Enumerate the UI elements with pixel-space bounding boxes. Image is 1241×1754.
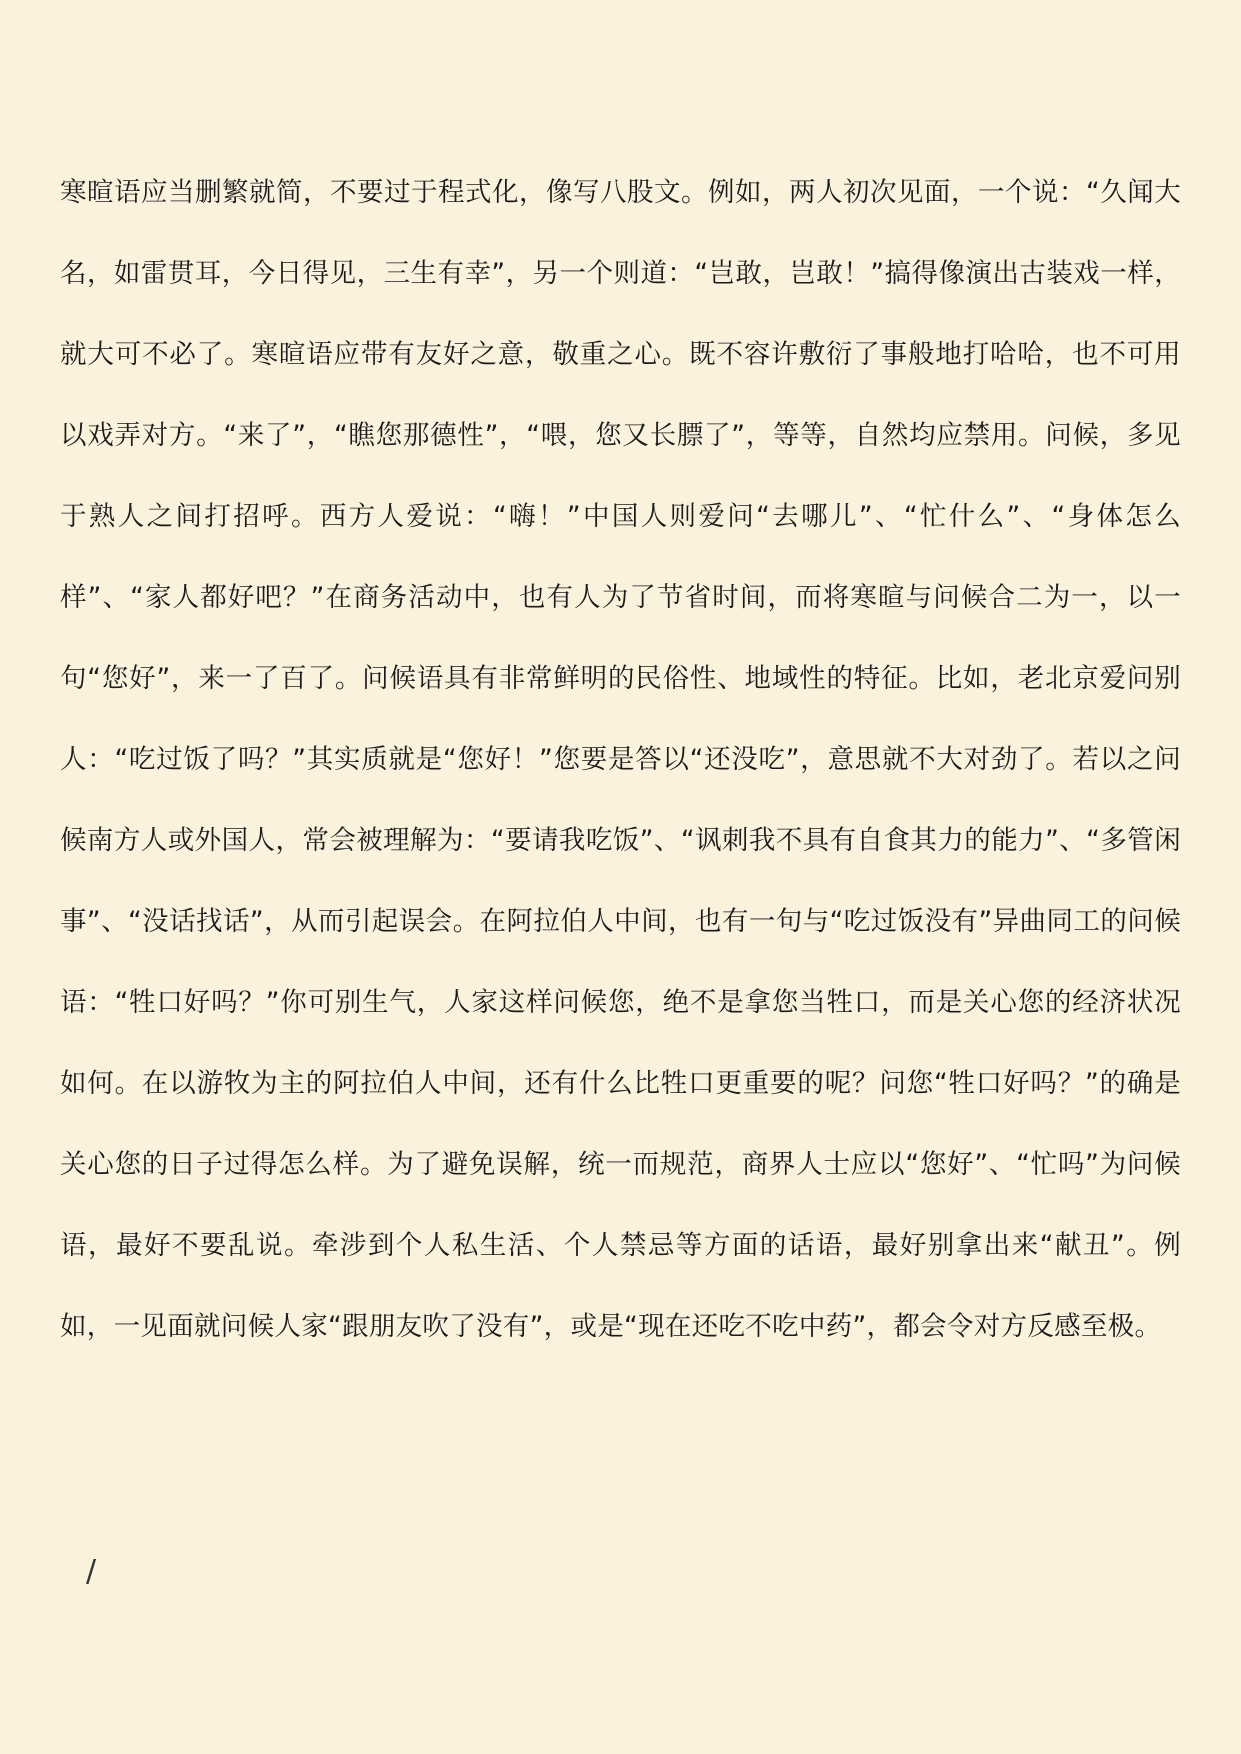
footer-slash-mark: / bbox=[86, 1554, 97, 1589]
body-paragraph: 寒暄语应当删繁就简，不要过于程式化，像写八股文。例如，两人初次见面，一个说：“久闻大名，如雷贯耳，今日得见，三生有幸”，另一个则道：“岂敢，岂敢！”搞得像演出古装戏一样，就大可不必了。寒暄语应带有友好之意，敬重之心。既不容许敷衍了事般地打哈哈，也不可用以戏弄对方。“来了”，“瞧您那德性”，“喂，您又长膘了”，等等，自然均应禁用。问候，多见于熟人之间打招呼。西方人爱说：“嗨！”中国人则爱问“去哪儿”、“忙什么”、“身体怎么样”、“家人都好吧？”在商务活动中，也有人为了节省时间，而将寒暄与问候合二为一，以一句“您好”，来一了百了。问候语具有非常鲜明的民俗性、地域性的特征。比如，老北京爱问别人：“吃过饭了吗？”其实质就是“您好！”您要是答以“还没吃”，意思就不大对劲了。若以之问候南方人或外国人，常会被理解为：“要请我吃饭”、“讽刺我不具有自食其力的能力”、“多管闲事”、“没话找话”，从而引起误会。在阿拉伯人中间，也有一句与“吃过饭没有”异曲同工的问候语：“牲口好吗？”你可别生气，人家这样问候您，绝不是拿您当牲口，而是关心您的经济状况如何。在以游牧为主的阿拉伯人中间，还有什么比牲口更重要的呢？问您“牲口好吗？”的确是关心您的日子过得怎么样。为了避免误解，统一而规范，商界人士应以“您好”、“忙吗”为问候语，最好不要乱说。牵涉到个人私生活、个人禁忌等方面的话语，最好别拿出来“献丑”。例如，一见面就问候人家“跟朋友吹了没有”，或是“现在还吃不吃中药”，都会令对方反感至极。 bbox=[60, 177, 1181, 1342]
